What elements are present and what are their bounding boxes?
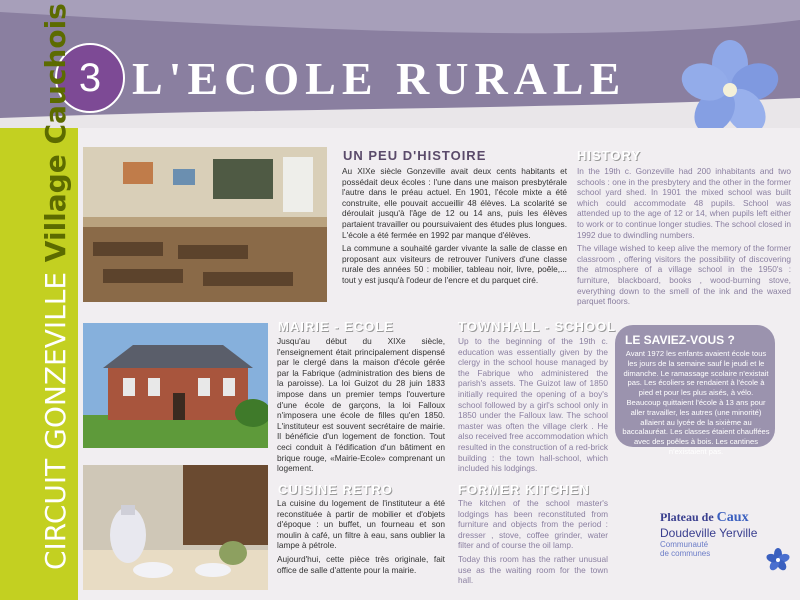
mairie-paragraph-1: Jusqu'au début du XIXe siècle, l'enseignement était principalement dispensé par le clergé dans la maison d'école gérée par la Fabrique (administration des biens de la paroisse). La loi Guizot du 28 juin 1833 impose dans un premier temps l'ouverture d'une école de garçons, la loi Falloux n'imposera une école de filles qu'en 1850. L'instituteur est souvent secrétaire de mairie. Il bénéficie d'un logement de fonction. Tout ceci conduit à l'édification d'un bâtiment en brique rouge, «Mairie-Ecole» comprenant un logement. <box>277 336 445 474</box>
logo-community-1: Communauté <box>660 540 709 549</box>
mairie-text <box>277 336 445 477</box>
mairie-building-photo <box>83 323 268 448</box>
cuisine-text <box>277 498 445 578</box>
history-heading: HISTORY <box>577 148 642 163</box>
history-paragraph-1: In the 19th c. Gonzeville had 200 inhabitants and two schools : one in the presbytery and the other in the former school yard shed. In 1901 the mixed school was built which could accommodate 48 pupils. School was attended up to the age of 12 or 14, when pupils left either to work or to continue longer studies. The school closed in 1992 due to dwindling numbers. <box>577 166 791 240</box>
logo-towns: Doudeville Yerville <box>660 526 758 540</box>
mairie-heading: MAIRIE - ECOLE <box>278 319 394 334</box>
section-number-badge: 3 <box>55 43 125 113</box>
cuisine-heading: CUISINE RETRO <box>278 482 393 497</box>
saviez-vous-heading: LE SAVIEZ-VOUS ? <box>625 333 735 347</box>
kitchen-photo <box>83 465 268 590</box>
histoire-paragraph-2: La commune a souhaité garder vivante la salle de classe en proposant aux visiteurs de retrouver l'univers d'une classe rurale des années 50 : mobilier, tableau noir, livre, poêle,... tout y est jusqu'à l'odeur de l'encre et du parquet ciré. <box>342 243 567 285</box>
flax-flower-icon <box>675 40 785 140</box>
village-name: Village Cauchois <box>39 3 72 263</box>
cuisine-paragraph-1: La cuisine du logement de l'instituteur a été reconstituée à partir de mobilier et d'objets d'époque : un buffet, un fourneau et son moulin à café, un filtre à eau, sans oublier la lampe à pétrole. <box>277 498 445 551</box>
kitchen-paragraph-1: The kitchen of the school master's lodgings has been reconstituted from furniture and objects from the period : dresser , stove, coffee grinder, water filter and of course the oil lamp. <box>458 498 608 551</box>
histoire-paragraph-1: Au XIXe siècle Gonzeville avait deux cents habitants et possédait deux écoles : l'une dans une maison presbytérale l'autre dans le préau actuel. En 1901, l'école mixte a été construite, elle pouvait accueillir 48 élèves. La scolarité se déroulait jusqu'à l'âge de 12 ou 14 ans, puis les élèves partaient travailler ou poursuivaient des études plus longues. L'école a été fermée en 1992 par manque d'élèves. <box>342 166 567 240</box>
histoire-text <box>342 166 567 289</box>
classroom-photo <box>83 147 327 302</box>
townhall-paragraph-1: Up to the beginning of the 19th c. education was essentially given by the clergy in the school house managed by the Fabrique who administered the parish's assets. The Guizot law of 1850 initially required the opening of a boy's school followed by a girl's school only in 1850 under the Falloux law. The school master was often the village clerk . He also received free accommodation which resulted in the construction of a red-brick building : the town hall-school, which included his lodgings. <box>458 336 608 474</box>
logo-flower-icon <box>764 548 792 572</box>
logo-plateau-line <box>660 510 800 526</box>
kitchen-heading: FORMER KITCHEN <box>458 482 590 497</box>
kitchen-text <box>458 498 608 589</box>
kitchen-paragraph-2: Today this room has the rather unusual use as the waiting room for the town hall. <box>458 553 608 586</box>
townhall-heading: TOWNHALL - SCHOOL <box>458 319 617 334</box>
sidebar-circuit-label <box>39 3 72 570</box>
townhall-text <box>458 336 608 477</box>
logo-community-2: de communes <box>660 549 711 558</box>
histoire-heading: UN PEU D'HISTOIRE <box>343 148 487 163</box>
history-text <box>577 166 791 310</box>
cuisine-paragraph-2: Aujourd'hui, cette pièce très originale, fait office de salle d'attente pour la mairie. <box>277 553 445 575</box>
page-title: L'ECOLE RURALE <box>132 53 627 104</box>
logo-caux: Caux <box>716 510 749 525</box>
circuit-name: CIRCUIT GONZEVILLE <box>39 271 72 570</box>
logo-plateau: Plateau de <box>660 510 714 524</box>
history-paragraph-2: The village wished to keep alive the memory of the former classroom , offering visitors the possibility of discovering the atmosphere of a village school in the 1950's : furniture, blackboard, books , wood-burning stove, everything down to the smell of the ink and the waxed parquet floors. <box>577 243 791 307</box>
saviez-vous-text: Avant 1972 les enfants avaient école tous les jours de la semaine sauf le jeudi et le dimanche. Le ramassage scolaire n'existait pas. Les écoliers se rendaient à l'école à pied et pour les plus aisés, à vélo. Beaucoup quittaient l'école à 13 ans pour aller travailler, les autres (une minorité) allaient au lycée de la sixième au baccalauréat. Les classes étaient chauffées avec des poêles à bois. Les cantines n'existaient pas. <box>622 349 770 456</box>
